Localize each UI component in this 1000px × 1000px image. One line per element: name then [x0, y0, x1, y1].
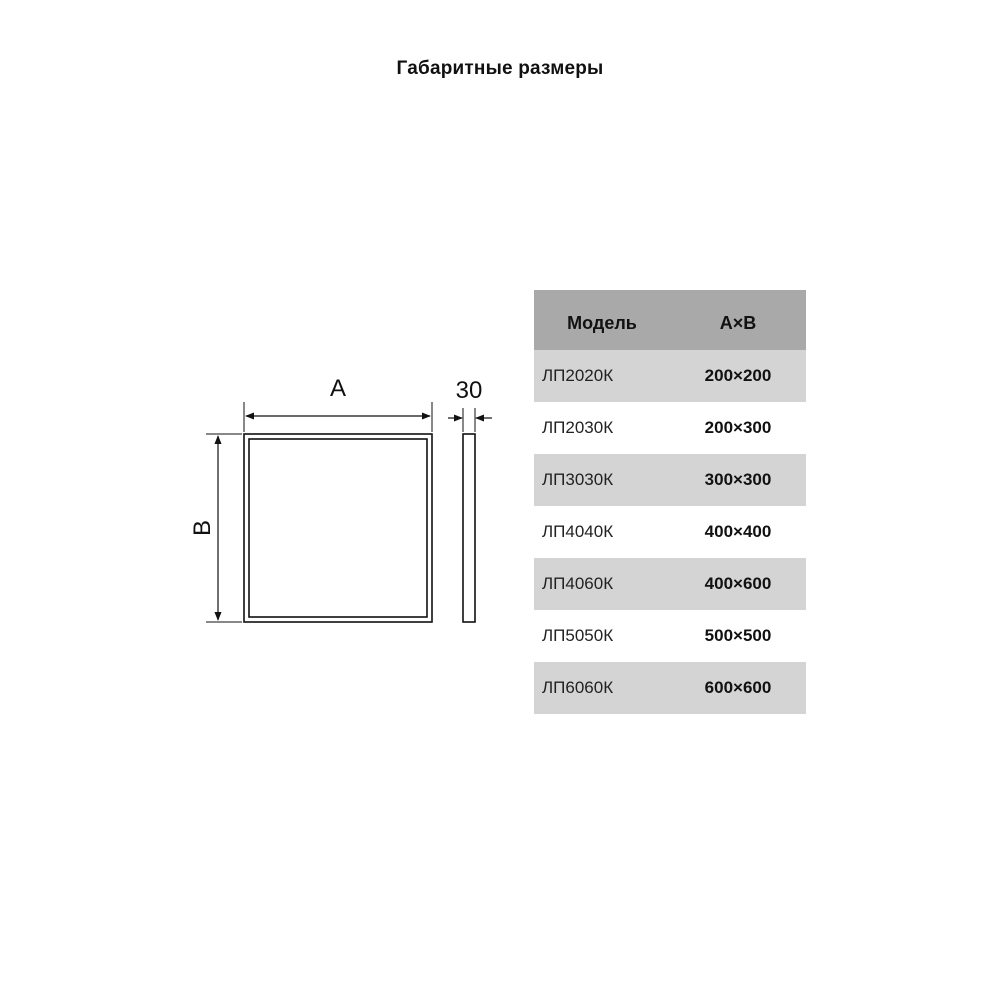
label-depth: 30 [455, 377, 483, 404]
table-header-row [534, 290, 806, 350]
dimension-drawing [180, 360, 520, 650]
table-row [534, 558, 806, 610]
size-cell: 600×600 [670, 662, 806, 714]
model-cell: ЛП5050К [542, 626, 614, 645]
model-cell: ЛП2030К [542, 418, 614, 437]
side-profile [463, 434, 475, 622]
size-cell: 300×300 [670, 454, 806, 506]
header-model: Модель [534, 290, 670, 350]
table-row [534, 662, 806, 714]
size-cell: 200×300 [704, 418, 772, 437]
model-cell: ЛП4060К [534, 558, 670, 610]
size-table [534, 290, 806, 714]
model-cell: ЛП2020К [534, 350, 670, 402]
model-cell: ЛП4040К [542, 522, 614, 541]
table-row [534, 506, 806, 558]
model-cell: ЛП6060К [534, 662, 670, 714]
table-row [534, 454, 806, 506]
frame-outer [244, 434, 432, 622]
label-a: A [329, 375, 347, 402]
size-cell: 200×200 [670, 350, 806, 402]
header-size: A×B [670, 290, 806, 350]
table-row [534, 610, 806, 662]
model-cell: ЛП3030К [534, 454, 670, 506]
size-cell: 400×600 [670, 558, 806, 610]
table-row [534, 402, 806, 454]
table-row [534, 350, 806, 402]
page-title: Габаритные размеры [396, 58, 604, 79]
frame-inner [249, 439, 427, 617]
size-cell: 500×500 [704, 626, 772, 645]
size-cell: 400×400 [704, 522, 772, 541]
label-b: B [189, 519, 216, 537]
